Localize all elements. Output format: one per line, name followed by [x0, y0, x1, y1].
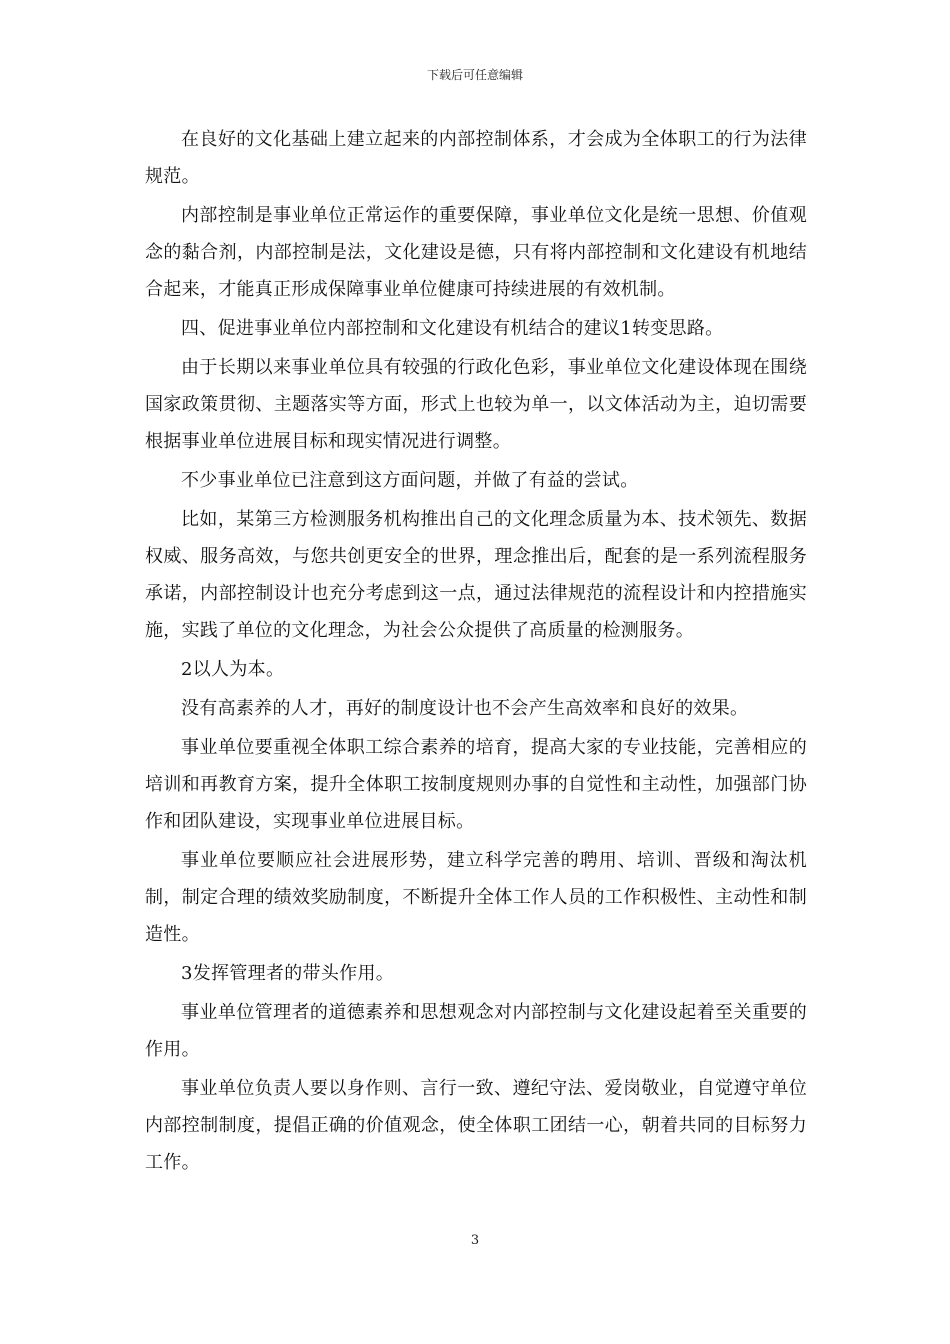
paragraph-12: 事业单位管理者的道德素养和思想观念对内部控制与文化建设起着至关重要的作用。	[145, 1002, 807, 1060]
paragraph-5: 不少事业单位已注意到这方面问题，并做了有益的尝试。	[181, 470, 639, 491]
header-note: 下载后可任意编辑	[426, 68, 523, 82]
paragraph-8: 没有高素养的人才，再好的制度设计也不会产生高效率和良好的效果。	[181, 698, 749, 719]
page-number: 3	[470, 1233, 480, 1248]
paragraph-1: 在良好的文化基础上建立起来的内部控制体系，才会成为全体职工的行为法律规范。	[145, 129, 807, 187]
paragraph-9: 事业单位要重视全体职工综合素养的培育，提高大家的专业技能，完善相应的培训和再教育方案，提升全体职工按制度规则办事的自觉性和主动性，加强部门协作和团队建设，实现事业单位进展目标。	[145, 737, 807, 832]
paragraph-6: 比如，某第三方检测服务机构推出自己的文化理念质量为本、技术领先、数据权威、服务高效，与您共创更安全的世界，理念推出后，配套的是一系列流程服务承诺，内部控制设计也充分考虑到这一点，通过法律规范的流程设计和内控措施实施，实践了单位的文化理念，为社会公众提供了高质量的检测服务。	[145, 509, 807, 641]
paragraph-13: 事业单位负责人要以身作则、言行一致、遵纪守法、爱岗敬业，自觉遵守单位内部控制制度，提倡正确的价值观念，使全体职工团结一心，朝着共同的目标努力工作。	[145, 1078, 807, 1173]
paragraph-3: 四、促进事业单位内部控制和文化建设有机结合的建议1转变思路。	[181, 318, 724, 339]
paragraph-2: 内部控制是事业单位正常运作的重要保障，事业单位文化是统一思想、价值观念的黏合剂，内部控制是法，文化建设是德，只有将内部控制和文化建设有机地结合起来，才能真正形成保障事业单位健康可持续进展的有效机制。	[145, 205, 807, 300]
paragraph-7: 2以人为本。	[181, 659, 285, 680]
paragraph-11: 3发挥管理者的带头作用。	[181, 963, 395, 984]
paragraph-4: 由于长期以来事业单位具有较强的行政化色彩，事业单位文化建设体现在围绕国家政策贯彻、主题落实等方面，形式上也较为单一，以文体活动为主，迫切需要根据事业单位进展目标和现实情况进行调整。	[145, 357, 807, 452]
body-text	[145, 121, 807, 1183]
paragraph-10: 事业单位要顺应社会进展形势，建立科学完善的聘用、培训、晋级和淘汰机制，制定合理的绩效奖励制度，不断提升全体工作人员的工作积极性、主动性和制造性。	[145, 850, 807, 945]
